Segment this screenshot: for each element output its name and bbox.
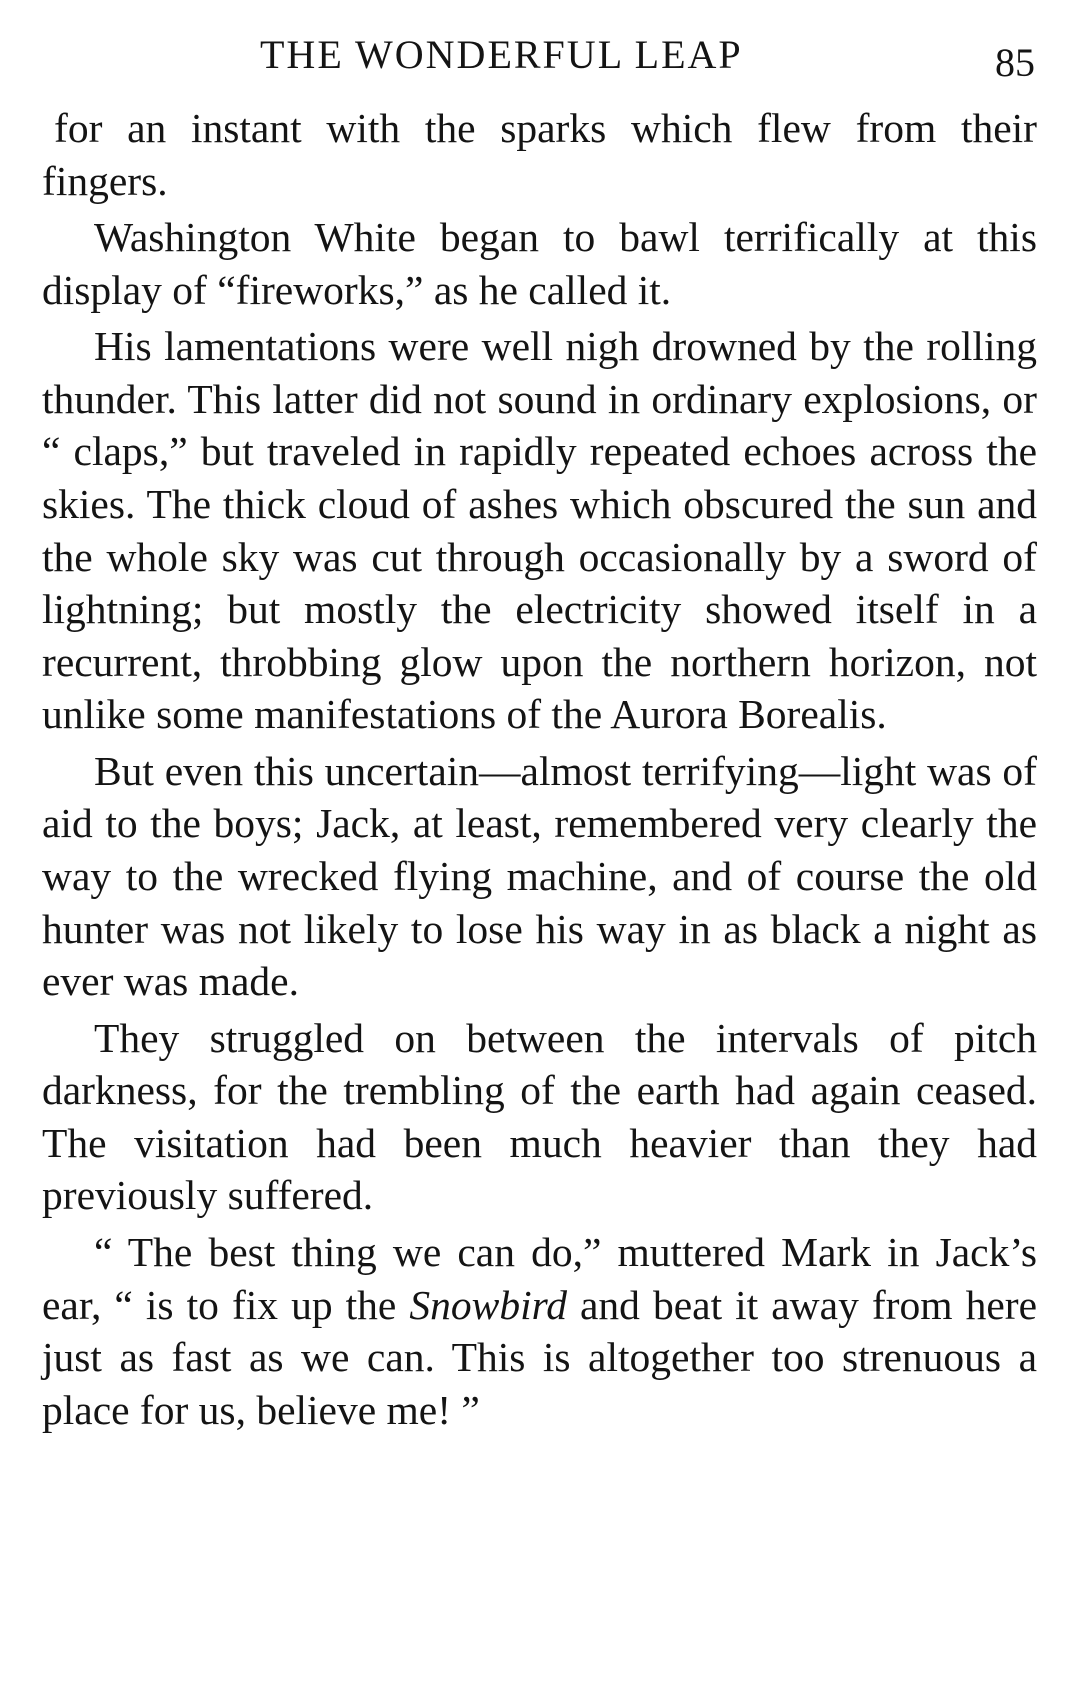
paragraph-2: Washington White began to bawl terrifically at this display of “fireworks,” as he called it. <box>42 214 1037 313</box>
running-head <box>0 30 1071 85</box>
page-number: 85 <box>995 40 1035 85</box>
paragraph-6-text-after: and beat it away from here just as fast as we can. This is altogether too strenuous a place for us, believe me! ” <box>42 1281 1037 1433</box>
body-text <box>42 102 1037 1440</box>
paragraph-4: But even this uncertain—almost terrifying—light was of aid to the boys; Jack, at least, remembered very clearly the way to the wrecked flying machine, and of course the old hunter was not likely to lose his way in as black a night as ever was made. <box>42 747 1037 1005</box>
running-title: THE WONDERFUL LEAP <box>260 32 743 77</box>
paragraph-6-italic-title: Snowbird <box>409 1281 567 1328</box>
paragraph-6-text-before: “ The best thing we can do,” muttered Mark in Jack’s ear, “ is to fix up the <box>42 1228 1037 1328</box>
paragraph-1: for an instant with the sparks which flew from their fingers. <box>42 105 1037 204</box>
paragraph-6 <box>42 1226 1037 1436</box>
paragraph-3: His lamentations were well nigh drowned by the rolling thunder. This latter did not sound in ordinary explosions, or “ claps,” but traveled in rapidly repeated echoes across the skies. The thick cloud of ashes which obscured the sun and the whole sky was cut through occasionally by a sword of lightning; but mostly the electricity showed itself in a recurrent, throbbing glow upon the northern horizon, not unlike some manifestations of the Aurora Borealis. <box>42 323 1037 738</box>
paragraph-5: They struggled on between the intervals of pitch darkness, for the trembling of the earth had again ceased. The visitation had been much heavier than they had previously suffered. <box>42 1014 1037 1219</box>
